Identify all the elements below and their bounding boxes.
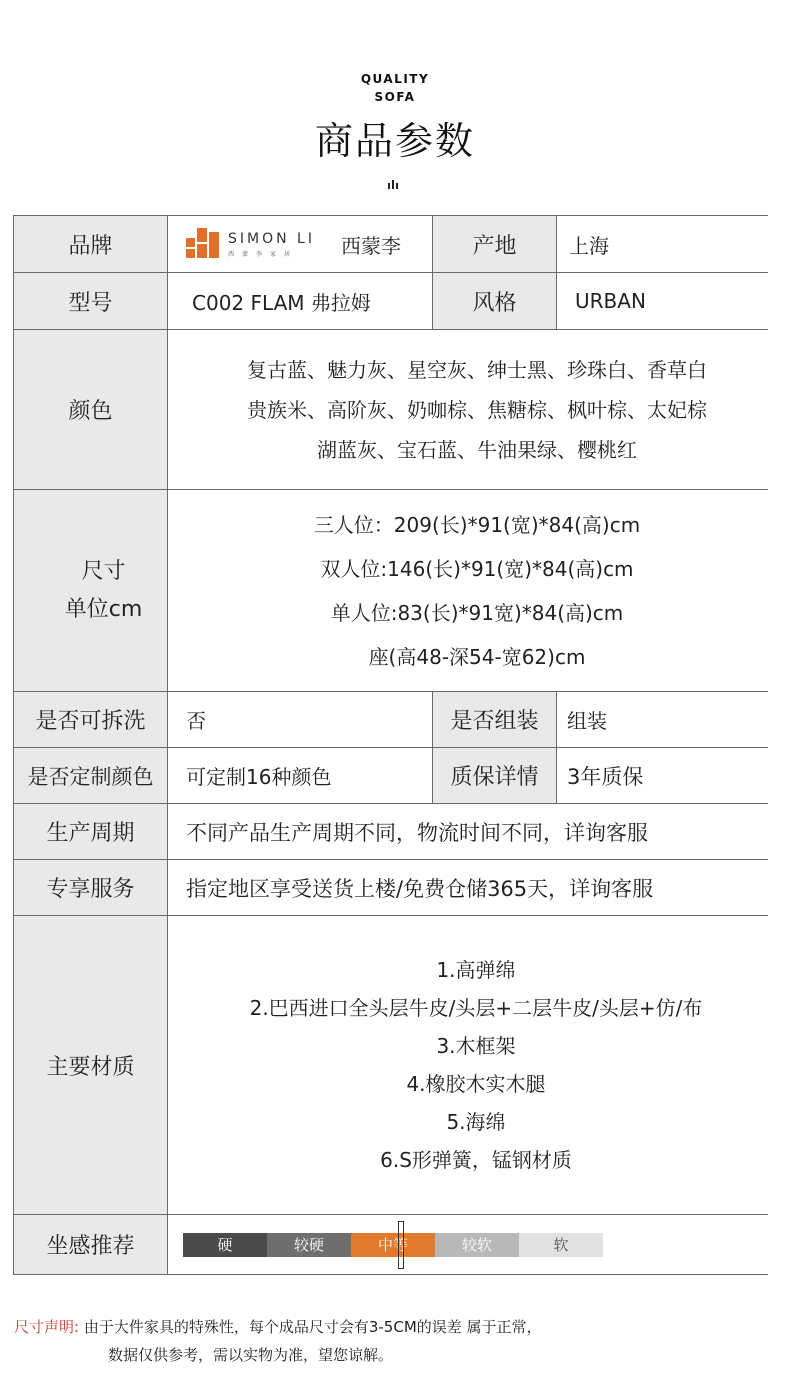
disclaimer-line1: 由于大件家具的特殊性，每个成品尺寸会有3-5CM的误差 属于正常， [83,1318,542,1336]
service-label: 专享服务 [14,860,168,916]
page-title: 商品参数 [314,119,475,163]
style-label: 风格 [433,273,557,330]
color-line: 贵族米、高阶灰、奶咖棕、焦糖棕、枫叶棕、太妃棕 [247,397,707,422]
firmness-level-hard: 硬 [183,1233,267,1257]
quality-label: QUALITY [360,72,430,86]
material-line: 4.橡胶木实木腿 [406,1072,546,1096]
custom-color-value: 可定制16种颜色 [168,748,433,804]
size-label [14,490,168,692]
assembly-value: 组装 [557,692,768,748]
brand-value [168,216,433,273]
color-line: 湖蓝灰、宝石蓝、牛油果绿、樱桃红 [317,437,637,462]
size-line: 座(高48-深54-宽62)cm [368,644,586,669]
sofa-label: SOFA [374,90,416,104]
firmness-level-medium: 中等 [351,1233,435,1257]
firmness-level-firm: 较硬 [267,1233,351,1257]
firmness-cell [168,1215,768,1274]
brand-label: 品牌 [14,216,168,273]
spec-table [13,215,768,1275]
firmness-label: 坐感推荐 [14,1215,168,1274]
simonli-logo-icon [186,228,220,260]
color-label: 颜色 [14,330,168,490]
model-label: 型号 [14,273,168,330]
brand-logo [186,228,401,260]
firmness-scale [183,1233,603,1257]
material-line: 5.海绵 [446,1110,506,1134]
material-line: 1.高弹绵 [436,958,516,982]
assembly-label: 是否组装 [433,692,557,748]
material-line: 2.巴西进口全头层牛皮/头层+二层牛皮/头层+仿/布 [249,996,703,1020]
production-value: 不同产品生产周期不同，物流时间不同，详询客服 [168,804,768,860]
material-line: 6.S形弹簧，锰钢材质 [380,1148,572,1172]
firmness-indicator-marker [398,1221,404,1269]
material-values [168,916,768,1215]
service-value: 指定地区享受送货上楼/免费仓储365天，详询客服 [168,860,768,916]
logo-en-text: SIMON LI [228,230,315,247]
size-disclaimer [14,1313,774,1369]
size-label-line2: 单位cm [64,596,143,622]
warranty-label: 质保详情 [433,748,557,804]
production-label: 生产周期 [14,804,168,860]
origin-value: 上海 [557,216,768,273]
washable-label: 是否可拆洗 [14,692,168,748]
material-label: 主要材质 [14,916,168,1215]
style-value: URBAN [557,273,768,330]
model-value: C002 FLAM 弗拉姆 [168,273,433,330]
color-line: 复古蓝、魅力灰、星空灰、绅士黑、珍珠白、香草白 [247,357,707,382]
logo-cn-text: 西蒙李家居 [228,250,299,258]
size-label-line1: 尺寸 [81,558,126,584]
divider-mark-icon [388,178,402,192]
disclaimer-prefix: 尺寸声明: [14,1318,80,1336]
color-values [168,330,768,490]
size-line: 三人位：209(长)*91(宽)*84(高)cm [313,512,641,537]
origin-label: 产地 [433,216,557,273]
firmness-level-soft: 软 [519,1233,603,1257]
size-values [168,490,768,692]
warranty-value: 3年质保 [557,748,768,804]
size-line: 单人位:83(长)*91宽)*84(高)cm [330,600,624,625]
disclaimer-line2: 数据仅供参考，需以实物为准，望您谅解。 [108,1346,394,1364]
custom-color-label: 是否定制颜色 [14,748,168,804]
material-line: 3.木框架 [436,1034,516,1058]
brand-name: 西蒙李 [340,233,401,258]
washable-value: 否 [168,692,433,748]
size-line: 双人位:146(长)*91(宽)*84(高)cm [320,556,634,581]
firmness-level-soft-ish: 较软 [435,1233,519,1257]
